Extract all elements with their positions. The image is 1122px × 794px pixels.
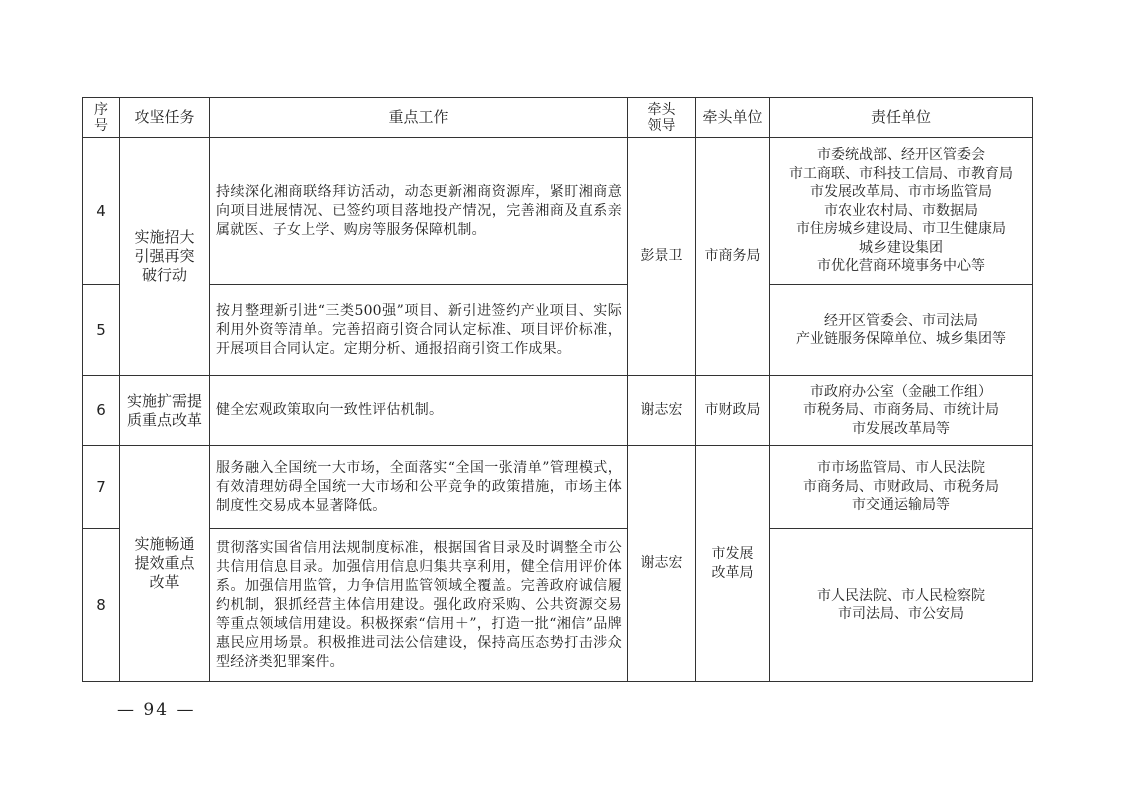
group-leader: 彭景卫 <box>628 138 696 376</box>
row-seq: 4 <box>83 138 120 285</box>
header-task: 攻坚任务 <box>120 98 210 138</box>
group-lead-unit: 市发展改革局 <box>696 446 770 682</box>
header-row <box>83 98 1033 138</box>
resp-line: 市人民法院、市人民检察院 <box>817 587 985 604</box>
row-seq: 8 <box>83 529 120 682</box>
row-resp-units <box>770 376 1033 446</box>
row-resp-units <box>770 446 1033 529</box>
resp-line: 市住房城乡建设局、市卫生健康局 <box>796 221 1006 238</box>
header-leader: 牵头领导 <box>628 98 696 138</box>
row-seq: 7 <box>83 446 120 529</box>
table-row <box>83 446 1033 529</box>
row-seq: 6 <box>83 376 120 446</box>
group-lead-unit: 市财政局 <box>696 376 770 446</box>
resp-line: 市税务局、市商务局、市统计局 <box>803 402 999 419</box>
row-work: 持续深化湘商联络拜访活动，动态更新湘商资源库，紧盯湘商意向项目进展情况、已签约项目落地投产情况，完善湘商及直系亲属就医、子女上学、购房等服务保障机制。 <box>210 138 628 285</box>
group-task: 实施招大引强再突破行动 <box>120 138 210 376</box>
resp-line: 市交通运输局等 <box>852 497 950 514</box>
row-work: 健全宏观政策取向一致性评估机制。 <box>210 376 628 446</box>
header-work: 重点工作 <box>210 98 628 138</box>
group-leader: 谢志宏 <box>628 376 696 446</box>
header-resp-units: 责任单位 <box>770 98 1033 138</box>
resp-line: 市优化营商环境事务中心等 <box>817 258 985 275</box>
resp-line: 市发展改革局、市市场监管局 <box>810 184 992 201</box>
table-row <box>83 285 1033 376</box>
resp-line: 市发展改革局等 <box>852 420 950 437</box>
header-lead-unit: 牵头单位 <box>696 98 770 138</box>
header-seq: 序号 <box>83 98 120 138</box>
table-row <box>83 376 1033 446</box>
resp-line: 市委统战部、经开区管委会 <box>817 147 985 164</box>
row-resp-units <box>770 138 1033 285</box>
row-resp-units <box>770 285 1033 376</box>
group-leader: 谢志宏 <box>628 446 696 682</box>
resp-line: 市农业农村局、市数据局 <box>824 202 978 219</box>
group-lead-unit: 市商务局 <box>696 138 770 376</box>
page-number: — 94 — <box>117 700 196 720</box>
row-work: 贯彻落实国省信用法规制度标准，根据国省目录及时调整全市公共信用信息目录。加强信用信息归集共享利用，健全信用评价体系。加强信用监管，力争信用监管领域全覆盖。完善政府诚信履约机制，狠抓经营主体信用建设。强化政府采购、公共资源交易等重点领域信用建设。积极探索“信用＋”，打造一批“湘信”品牌惠民应用场景。积极推进司法公信建设，保持高压态势打击涉众型经济类犯罪案件。 <box>210 529 628 682</box>
resp-line: 市商务局、市财政局、市税务局 <box>803 478 999 495</box>
row-resp-units <box>770 529 1033 682</box>
row-seq: 5 <box>83 285 120 376</box>
resp-line: 市政府办公室（金融工作组） <box>810 383 992 400</box>
table-row <box>83 138 1033 285</box>
group-task: 实施扩需提质重点改革 <box>120 376 210 446</box>
resp-line: 城乡建设集团 <box>859 239 943 256</box>
task-table <box>82 97 1033 682</box>
resp-line: 市市场监管局、市人民法院 <box>817 460 985 477</box>
resp-line: 市司法局、市公安局 <box>838 606 964 622</box>
resp-line: 市工商联、市科技工信局、市教育局 <box>789 165 1013 182</box>
row-work: 按月整理新引进“三类500强”项目、新引进签约产业项目、实际利用外资等清单。完善招商引资合同认定标准、项目评价标准，开展项目合同认定。定期分析、通报招商引资工作成果。 <box>210 285 628 376</box>
group-task: 实施畅通提效重点改革 <box>120 446 210 682</box>
row-work: 服务融入全国统一大市场，全面落实“全国一张清单”管理模式，有效清理妨碍全国统一大市场和公平竞争的政策措施，市场主体制度性交易成本显著降低。 <box>210 446 628 529</box>
table-row <box>83 529 1033 682</box>
resp-line: 经开区管委会、市司法局 <box>824 312 978 329</box>
resp-line: 产业链服务保障单位、城乡集团等 <box>796 331 1006 347</box>
